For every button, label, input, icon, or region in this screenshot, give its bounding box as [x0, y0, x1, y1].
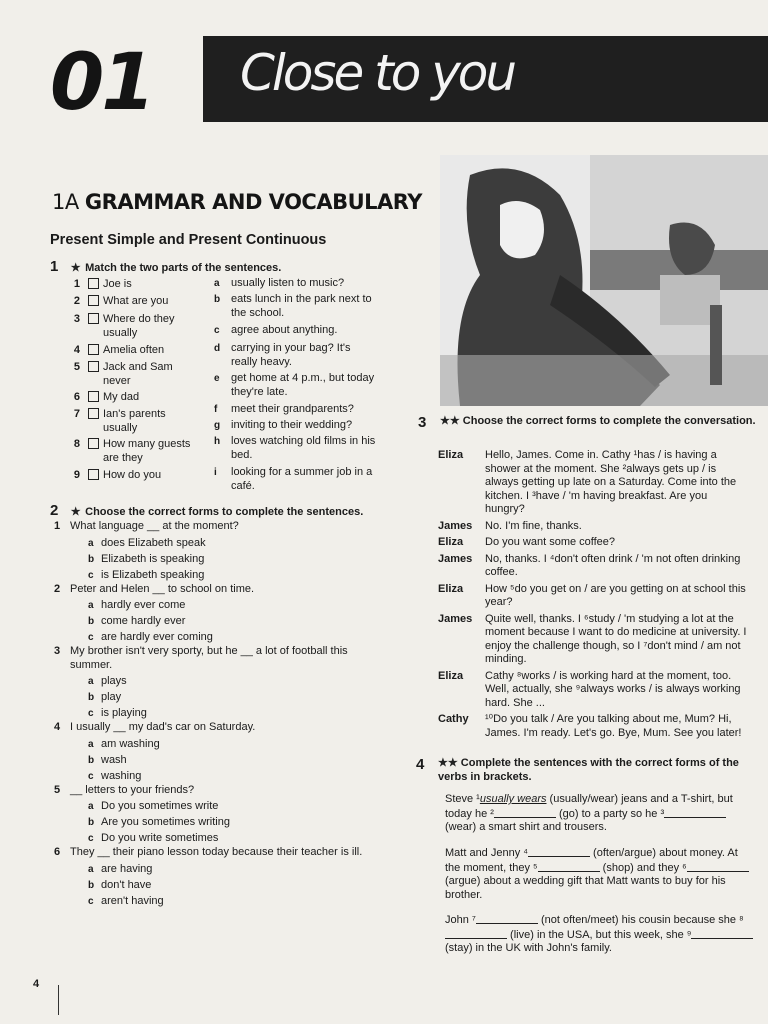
- option-text: Are you sometimes writing: [101, 816, 230, 828]
- match-right-item: [214, 419, 379, 433]
- answer-option[interactable]: b come hardly ever: [88, 615, 186, 627]
- answer-checkbox[interactable]: [88, 438, 99, 449]
- dialogue-line: [438, 553, 758, 580]
- answer-blank-3[interactable]: [664, 807, 726, 818]
- item-number: 9: [73, 469, 80, 481]
- question-text: __ letters to your friends?: [70, 783, 195, 796]
- item-text: inviting to their wedding?: [231, 419, 353, 431]
- option-text: Do you sometimes write: [101, 800, 219, 812]
- match-right-item: [214, 466, 379, 493]
- conversation: [438, 449, 758, 743]
- question-number: 6: [54, 846, 61, 858]
- match-left-item: [58, 295, 208, 309]
- match-right-item: [214, 342, 379, 369]
- item-number: 2: [73, 295, 80, 307]
- answer-option[interactable]: a plays: [88, 675, 127, 687]
- exercise-3-header: [418, 414, 758, 431]
- text: (live) in the USA, but this week, she ⁹: [507, 928, 692, 941]
- item-text: How many guests are they: [103, 438, 191, 464]
- dialogue-line: [438, 613, 758, 667]
- match-right-item: [214, 403, 379, 417]
- difficulty-star-icon: ★: [70, 506, 81, 518]
- question-text: I usually __ my dad's car on Saturday.: [70, 721, 256, 733]
- answer-option[interactable]: b play: [88, 691, 122, 703]
- family-kitchen-photo: [440, 155, 768, 406]
- item-letter: e: [214, 373, 220, 384]
- item-number: 1: [73, 278, 80, 290]
- question-text: They __ their piano lesson today because their teacher is ill.: [70, 846, 363, 858]
- difficulty-star-icon: ★★: [440, 415, 460, 427]
- exercise-instruction: Choose the correct forms to complete the sentences.: [85, 506, 364, 518]
- speaker-text: Do you want some coffee?: [485, 536, 616, 548]
- speaker-name: James: [438, 612, 473, 625]
- item-number: 6: [73, 391, 80, 403]
- speaker-name: Eliza: [438, 536, 464, 548]
- dialogue-line: [438, 536, 758, 550]
- dialogue-line: [438, 713, 758, 740]
- item-number: 3: [73, 313, 80, 325]
- match-right-item: [214, 324, 379, 338]
- text: John ⁷: [445, 914, 476, 926]
- multiple-choice-question: [54, 783, 390, 846]
- exercise-2-questions: [54, 520, 390, 909]
- match-right-item: [214, 435, 379, 462]
- speaker-name: Cathy: [438, 713, 469, 725]
- answer-option[interactable]: a does Elizabeth speak: [88, 536, 206, 549]
- dialogue-line: [438, 520, 758, 534]
- exercise-number: 4: [416, 756, 425, 773]
- question-text: What language __ at the moment?: [70, 520, 239, 532]
- section-name: GRAMMAR AND VOCABULARY: [84, 190, 423, 214]
- answer-blank-9[interactable]: [691, 928, 753, 939]
- item-text: What are you: [103, 295, 169, 307]
- option-text: am washing: [101, 737, 160, 750]
- speaker-name: Eliza: [438, 669, 464, 682]
- speaker-text: ¹⁰Do you talk / Are you talking about me, Mum? Hi, James. I'm ready. Let's go. Bye, Mum. See you later!: [485, 713, 742, 739]
- text: (often/argue) about money. At the moment, they ⁵: [445, 847, 738, 874]
- gap-fill-paragraph-2: [445, 846, 755, 902]
- answer-blank-7[interactable]: [476, 913, 538, 924]
- match-left-item: [58, 438, 208, 465]
- unit-number: 01: [50, 38, 153, 128]
- answer-checkbox[interactable]: [88, 361, 99, 372]
- exercise-instruction: Choose the correct forms to complete the conversation.: [462, 415, 756, 427]
- item-text: meet their grandparents?: [231, 403, 354, 415]
- answer-checkbox[interactable]: [88, 344, 99, 355]
- text: (argue) about a wedding gift that Matt wants to buy for his brother.: [445, 875, 726, 901]
- option-text: is playing: [101, 707, 147, 719]
- question-text: Peter and Helen __ to school on time.: [70, 582, 255, 595]
- item-text: eats lunch in the park next to the school.: [231, 293, 372, 319]
- question-number: 2: [54, 582, 61, 595]
- grammar-subtitle: Present Simple and Present Continuous: [50, 232, 327, 248]
- answer-option[interactable]: c Do you write sometimes: [88, 832, 219, 844]
- answer-option[interactable]: b wash: [88, 753, 127, 766]
- exercise-instruction: Match the two parts of the sentences.: [85, 262, 282, 274]
- item-number: 8: [73, 438, 80, 450]
- item-number: 5: [73, 361, 80, 373]
- exercise-number: 2: [50, 502, 59, 519]
- speaker-name: James: [438, 519, 473, 532]
- item-text: Amelia often: [103, 344, 165, 356]
- gap-fill-paragraph-3: [445, 913, 755, 956]
- answer-option[interactable]: a am washing: [88, 737, 160, 750]
- option-text: plays: [101, 675, 127, 687]
- option-text: are having: [101, 862, 153, 875]
- dialogue-line: [438, 583, 758, 610]
- answer-blank-6[interactable]: [687, 861, 749, 872]
- answer-option[interactable]: a hardly ever come: [88, 599, 186, 611]
- difficulty-star-icon: ★★: [438, 757, 458, 769]
- item-letter: b: [214, 294, 221, 305]
- answer-checkbox[interactable]: [88, 313, 99, 324]
- photo-illustration: [440, 155, 768, 406]
- item-letter: c: [214, 325, 220, 336]
- answer-checkbox[interactable]: [88, 408, 99, 419]
- match-right-item: [214, 293, 379, 320]
- item-text: Where do they usually: [103, 313, 175, 339]
- text: (not often/meet) his cousin because she ⁸: [537, 914, 744, 926]
- question-number: 3: [54, 645, 61, 657]
- dialogue-line: [438, 449, 758, 517]
- speaker-text: No, thanks. I ⁴don't often drink / 'm not often drinking coffee.: [485, 552, 741, 578]
- item-text: agree about anything.: [231, 324, 338, 336]
- match-left-item: [58, 408, 208, 435]
- answer-checkbox[interactable]: [88, 295, 99, 306]
- item-text: get home at 4 p.m., but today they're late.: [231, 372, 375, 398]
- answer-option[interactable]: c is Elizabeth speaking: [88, 568, 205, 581]
- multiple-choice-question: [54, 721, 390, 783]
- answer-option[interactable]: c washing: [88, 769, 142, 782]
- match-left-item: [58, 344, 208, 358]
- unit-title: Close to you: [240, 44, 515, 102]
- multiple-choice-question: [54, 846, 390, 908]
- match-right-item: [214, 277, 379, 291]
- option-text: hardly ever come: [101, 599, 186, 611]
- item-letter: g: [214, 420, 221, 431]
- item-text: Joe is: [103, 278, 132, 290]
- item-text: carrying in your bag? It's really heavy.: [231, 342, 351, 368]
- speaker-text: No. I'm fine, thanks.: [485, 519, 582, 532]
- text: (stay) in the UK with John's family.: [445, 942, 612, 954]
- option-text: aren't having: [101, 894, 164, 907]
- text: (wear) a smart shirt and trousers.: [445, 821, 607, 833]
- match-left-item: [58, 313, 208, 340]
- dialogue-line: [438, 670, 758, 711]
- answer-option[interactable]: c are hardly ever coming: [88, 631, 213, 643]
- item-text: Ian's parents usually: [103, 408, 166, 434]
- answer-option[interactable]: b Elizabeth is speaking: [88, 552, 205, 565]
- item-text: usually listen to music?: [231, 277, 345, 289]
- example-answer: usually wears: [479, 793, 547, 805]
- answer-option[interactable]: c aren't having: [88, 894, 164, 907]
- answer-option[interactable]: a Do you sometimes write: [88, 800, 219, 812]
- page-divider: [58, 985, 59, 1015]
- option-text: play: [101, 691, 122, 703]
- speaker-name: Eliza: [438, 449, 464, 461]
- exercise-1-header: [50, 258, 281, 276]
- answer-checkbox[interactable]: [88, 278, 99, 289]
- text: (go) to a party so he ³: [555, 807, 665, 820]
- item-text: How do you: [103, 469, 162, 481]
- answer-checkbox[interactable]: [88, 469, 99, 480]
- item-letter: d: [214, 343, 221, 354]
- question-number: 5: [54, 783, 61, 796]
- option-text: are hardly ever coming: [101, 631, 213, 643]
- text: (shop) and they ⁶: [599, 861, 687, 874]
- multiple-choice-question: [54, 645, 390, 720]
- question-number: 4: [54, 721, 61, 733]
- text: Matt and Jenny ⁴: [445, 847, 528, 859]
- exercise-number: 3: [418, 414, 427, 431]
- multiple-choice-question: [54, 582, 390, 645]
- item-text: loves watching old films in his bed.: [231, 435, 376, 461]
- item-text: Jack and Sam never: [103, 361, 173, 387]
- answer-checkbox[interactable]: [88, 391, 99, 402]
- match-right-item: [214, 372, 379, 399]
- item-text: looking for a summer job in a café.: [231, 466, 373, 492]
- answer-blank-8[interactable]: [445, 928, 507, 939]
- multiple-choice-question: [54, 520, 390, 582]
- exercise-2-header: [50, 502, 363, 520]
- match-left-item: [58, 469, 208, 483]
- section-code: 1A: [52, 190, 79, 214]
- match-left-item: [58, 361, 208, 388]
- item-letter: h: [214, 436, 221, 447]
- option-text: is Elizabeth speaking: [101, 568, 205, 581]
- exercise-4-header: [416, 756, 756, 784]
- item-letter: i: [214, 467, 217, 478]
- question-text: My brother isn't very sporty, but he __ a lot of football this summer.: [70, 645, 348, 671]
- answer-blank-2[interactable]: [494, 807, 556, 818]
- match-left-item: [58, 391, 208, 405]
- text: Steve ¹: [445, 793, 480, 805]
- answer-option[interactable]: c is playing: [88, 707, 147, 719]
- answer-blank-5[interactable]: [538, 861, 600, 872]
- option-text: does Elizabeth speak: [101, 536, 206, 549]
- item-letter: f: [214, 404, 218, 415]
- option-text: Elizabeth is speaking: [101, 552, 205, 565]
- item-number: 4: [73, 344, 80, 356]
- match-left-item: [58, 278, 208, 292]
- option-text: washing: [101, 769, 142, 782]
- item-number: 7: [73, 408, 80, 420]
- speaker-name: Eliza: [438, 582, 464, 595]
- item-letter: a: [214, 278, 220, 289]
- answer-option[interactable]: b don't have: [88, 878, 152, 891]
- speaker-text: Hello, James. Come in. Cathy ¹has / is having a shower at the moment. She ²always gets up / is always getting up late on a Saturday. Come into the kitchen. I ³have / 'm having breakfast. Are you hungry?: [485, 449, 737, 515]
- exercise-instruction: Complete the sentences with the correct forms of the verbs in brackets.: [438, 757, 739, 783]
- answer-blank-4[interactable]: [528, 846, 590, 857]
- answer-option[interactable]: a are having: [88, 862, 153, 875]
- option-text: don't have: [101, 878, 152, 891]
- speaker-name: James: [438, 552, 473, 565]
- section-title: [52, 190, 422, 214]
- page-number: 4: [33, 978, 40, 990]
- gap-fill-paragraph-1: [445, 793, 755, 835]
- exercise-number: 1: [50, 258, 59, 275]
- question-number: 1: [54, 520, 61, 532]
- speaker-text: Cathy ⁸works / is working hard at the moment, too. Well, actually, she ⁹always works / is always working hard. She ...: [485, 669, 741, 709]
- text: (usually/wear) jeans and a T-shirt, but today he ²: [445, 793, 733, 820]
- option-text: wash: [101, 753, 127, 766]
- option-text: come hardly ever: [101, 615, 186, 627]
- answer-option[interactable]: b Are you sometimes writing: [88, 816, 230, 828]
- item-text: My dad: [103, 391, 140, 403]
- speaker-text: How ⁵do you get on / are you getting on at school this year?: [485, 582, 746, 608]
- option-text: Do you write sometimes: [101, 832, 219, 844]
- difficulty-star-icon: ★: [70, 262, 81, 274]
- speaker-text: Quite well, thanks. I ⁶study / 'm studying a lot at the moment because I want to do medicine at university. I enjoy the challenge though, so I ⁷don't mind / am not minding.: [485, 612, 747, 665]
